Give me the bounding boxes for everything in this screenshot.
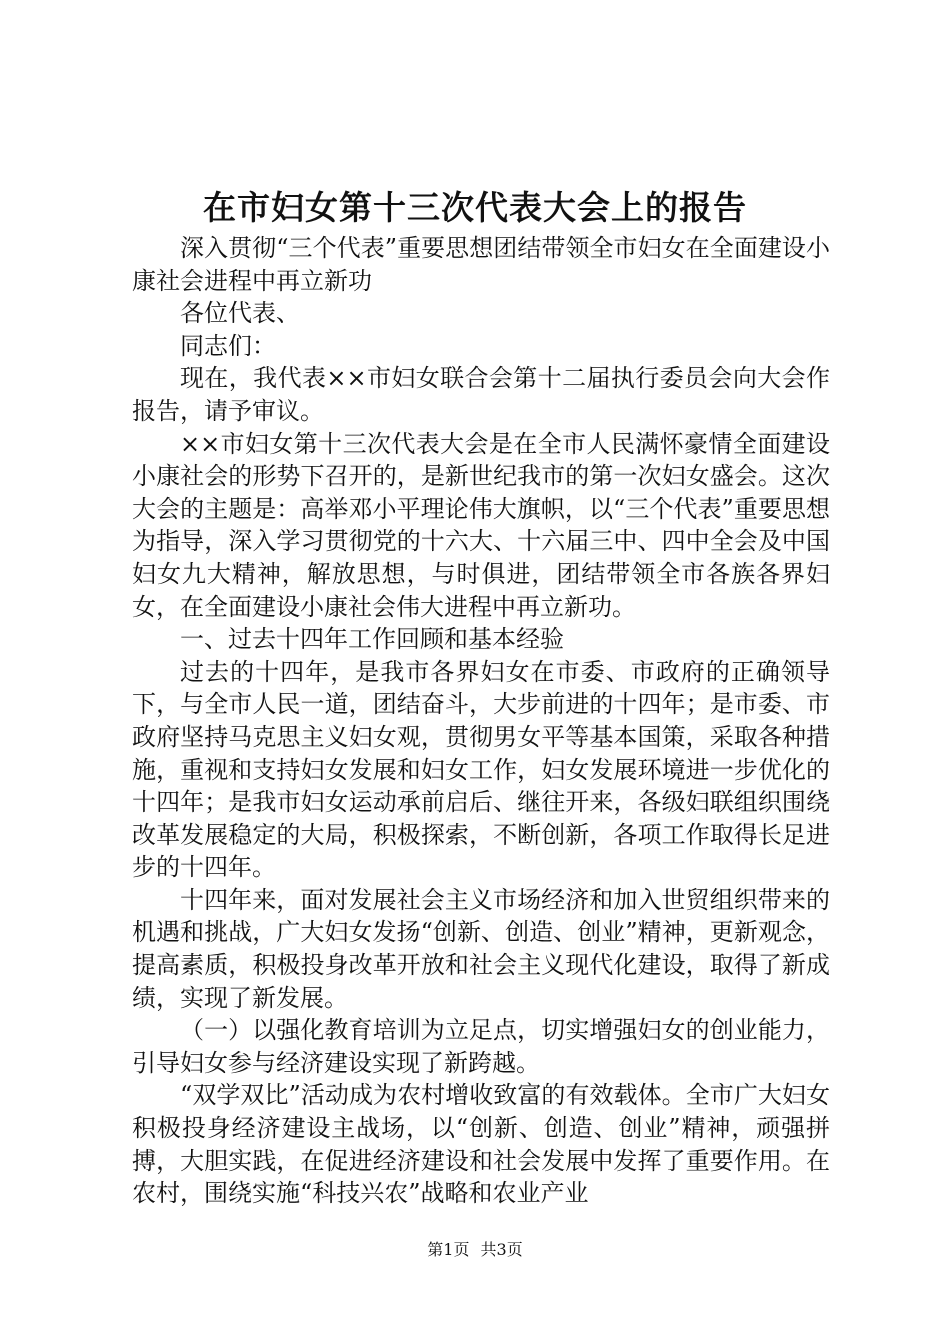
paragraph-opening: 现在，我代表××市妇女联合会第十二届执行委员会向大会作报告，请予审议。 bbox=[132, 364, 830, 425]
section-heading-review: 一、过去十四年工作回顾和基本经验 bbox=[180, 625, 564, 654]
paragraph-salutation-comrades: 同志们： bbox=[180, 331, 276, 360]
paragraph-double-learning: “双学双比”活动成为农村增收致富的有效载体。全市广大妇女积极投身经济建设主战场，以“创新、创造、创业”精神，顽强拼搏，大胆实践，在促进经济建设和社会发展中发挥了重要作用。在农村，围绕实施“科技兴农”战略和农业产业 bbox=[132, 1081, 830, 1208]
paragraph-achievements: 十四年来，面对发展社会主义市场经济和加入世贸组织带来的机遇和挑战，广大妇女发扬“创新、创造、创业”精神，更新观念，提高素质，积极投身改革开放和社会主义现代化建设，取得了新成绩，实现了新发展。 bbox=[132, 885, 830, 1012]
paragraph-salutation-delegates: 各位代表、 bbox=[180, 299, 300, 328]
paragraph-theme: ××市妇女第十三次代表大会是在全市人民满怀豪情全面建设小康社会的形势下召开的，是新世纪我市的第一次妇女盛会。这次大会的主题是：高举邓小平理论伟大旗帜，以“三个代表”重要思想为指导，深入学习贯彻党的十六大、十六届三中、四中全会及中国妇女九大精神，解放思想，与时俱进，团结带领全市各族各界妇女，在全面建设小康社会伟大进程中再立新功。 bbox=[132, 429, 830, 621]
page-total: 共3页 bbox=[480, 1240, 523, 1259]
page-number: 第1页 bbox=[427, 1240, 470, 1259]
document-body bbox=[132, 232, 830, 1210]
page-footer bbox=[0, 1240, 950, 1260]
subsection-heading-education: （一）以强化教育培训为立足点，切实增强妇女的创业能力，引导妇女参与经济建设实现了新跨越。 bbox=[132, 1016, 830, 1077]
paragraph-subtitle: 深入贯彻“三个代表”重要思想团结带领全市妇女在全面建设小康社会进程中再立新功 bbox=[132, 234, 830, 295]
paragraph-fourteen-years: 过去的十四年，是我市各界妇女在市委、市政府的正确领导下，与全市人民一道，团结奋斗，大步前进的十四年；是市委、市政府坚持马克思主义妇女观，贯彻男女平等基本国策，采取各种措施，重视和支持妇女发展和妇女工作，妇女发展环境进一步优化的十四年；是我市妇女运动承前启后、继往开来，各级妇联组织围绕改革发展稳定的大局，积极探索，不断创新，各项工作取得长足进步的十四年。 bbox=[132, 657, 830, 882]
document-title: 在市妇女第十三次代表大会上的报告 bbox=[203, 188, 747, 227]
